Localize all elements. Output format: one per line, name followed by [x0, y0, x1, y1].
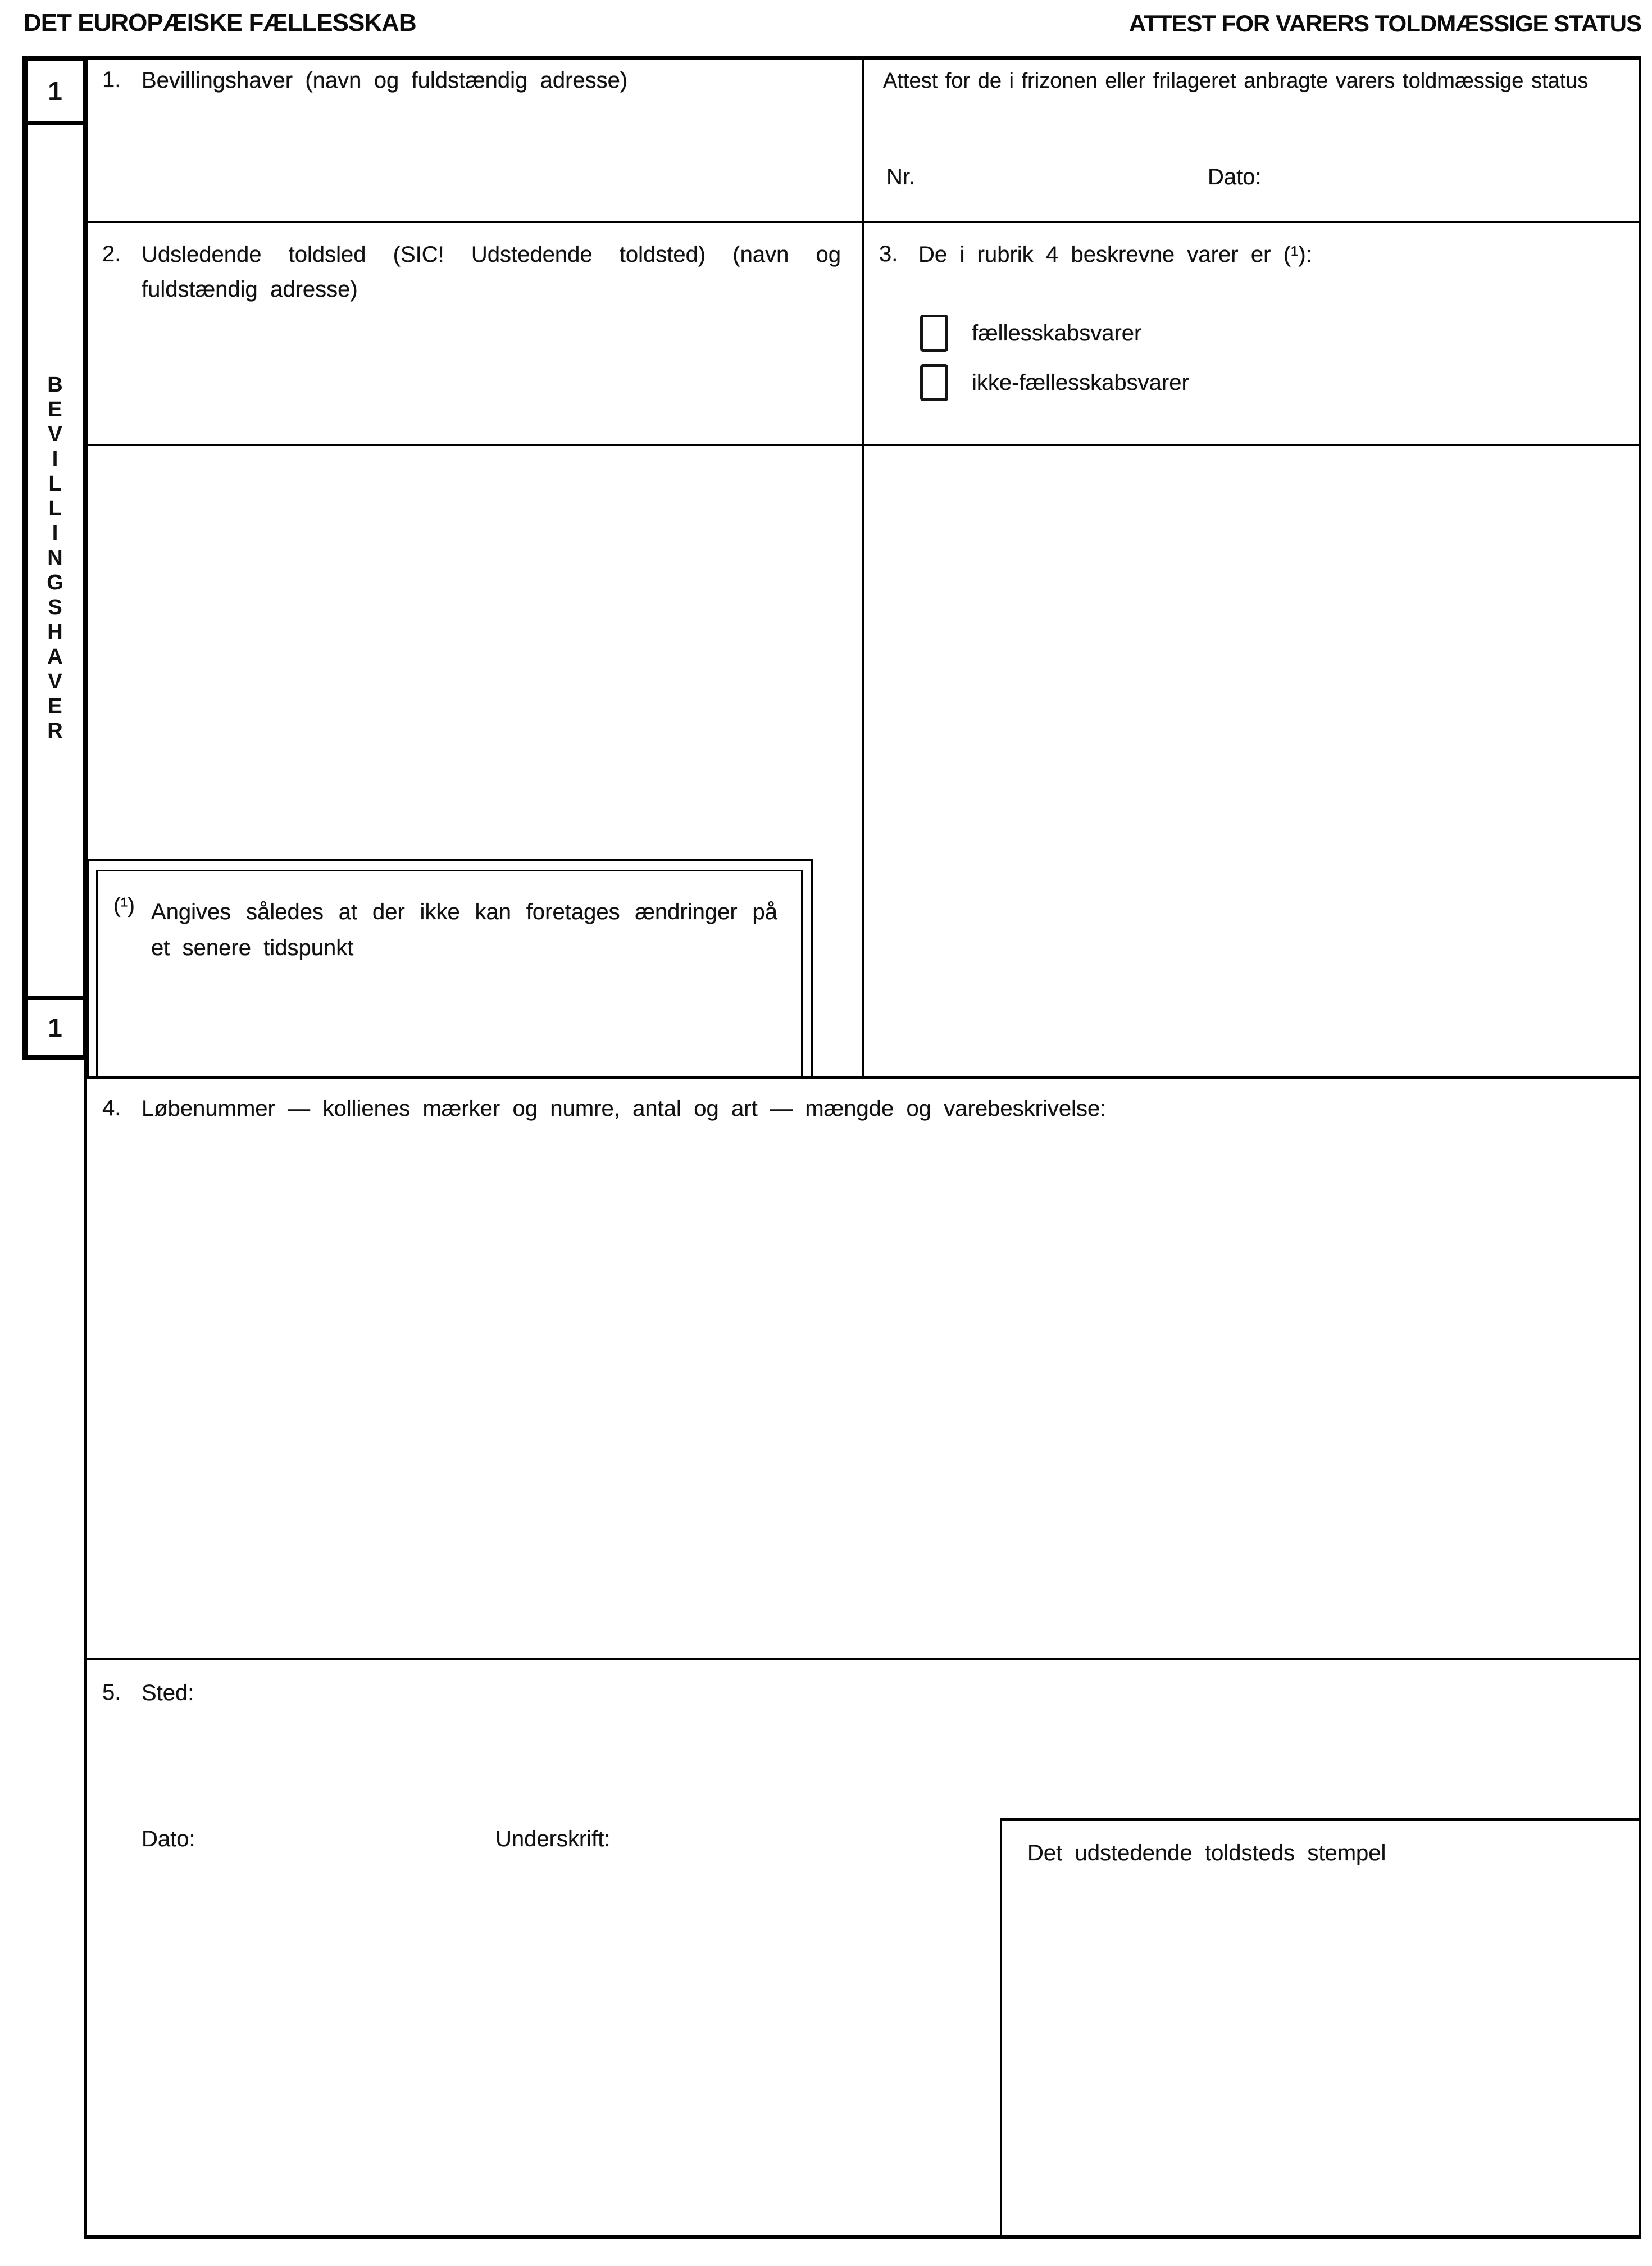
checkbox-community-goods-label: fællesskabsvarer — [972, 321, 1142, 346]
copy-number-bottom-cell — [28, 996, 83, 1055]
copy-number-sidebar — [22, 56, 88, 1060]
sidebar-vertical-label: BEVILLINGSHAVER — [47, 373, 63, 743]
copy-number-top: 1 — [48, 76, 62, 106]
section-5-underskrift-label: Underskrift: — [495, 1827, 611, 1851]
footnote-text: Angives således at der ikke kan foretages ændringer på et senere tidspunkt — [151, 900, 777, 960]
column-divider — [862, 56, 864, 1076]
section-5-sted-label: Sted: — [142, 1681, 194, 1705]
form-title: ATTEST FOR VARERS TOLDMÆSSIGE STATUS — [1128, 10, 1641, 37]
section-3-number: 3. — [879, 242, 898, 266]
row-divider-4 — [84, 1658, 1641, 1660]
section-3-label: De i rubrik 4 beskrevne varer er (¹): — [918, 242, 1312, 267]
section-5-number: 5. — [102, 1680, 121, 1705]
stamp-box-label: Det udstedende toldsteds stempel — [1027, 1841, 1386, 1865]
section-1-number: 1. — [102, 67, 121, 92]
section-4-number: 4. — [102, 1096, 121, 1120]
section-2-number: 2. — [102, 242, 121, 266]
attest-nr-label: Nr. — [886, 165, 916, 189]
copy-number-bottom: 1 — [48, 1012, 62, 1042]
section-1-label: Bevillingshaver (navn og fuldstændig adresse) — [142, 68, 628, 93]
copy-number-top-cell — [28, 61, 83, 125]
footnote-box — [87, 859, 813, 1076]
section-5-dato-label: Dato: — [142, 1827, 195, 1851]
footnote-box-inner — [96, 870, 803, 1076]
section-4-label: Løbenummer — kollienes mærker og numre, antal og art — mængde og varebeskrivelse: — [142, 1096, 1107, 1121]
stamp-box — [1000, 1818, 1641, 2239]
checkbox-non-community-goods[interactable] — [920, 364, 948, 401]
checkbox-non-community-goods-label: ikke-fællesskabsvarer — [972, 370, 1189, 395]
section-2-label: Udsledende toldsled (SIC! Udstedende toldsted) (navn og fuldstændig adresse) — [142, 242, 841, 302]
row-divider-3 — [84, 1076, 1641, 1079]
attest-dato-label: Dato: — [1208, 165, 1262, 189]
attest-description: Attest for de i frizonen eller frilageret anbragte varers toldmæssige status — [883, 69, 1589, 93]
checkbox-community-goods[interactable] — [920, 315, 948, 352]
footnote-marker: (¹) — [113, 894, 135, 918]
community-title: DET EUROPÆISKE FÆLLESSKAB — [24, 9, 416, 37]
